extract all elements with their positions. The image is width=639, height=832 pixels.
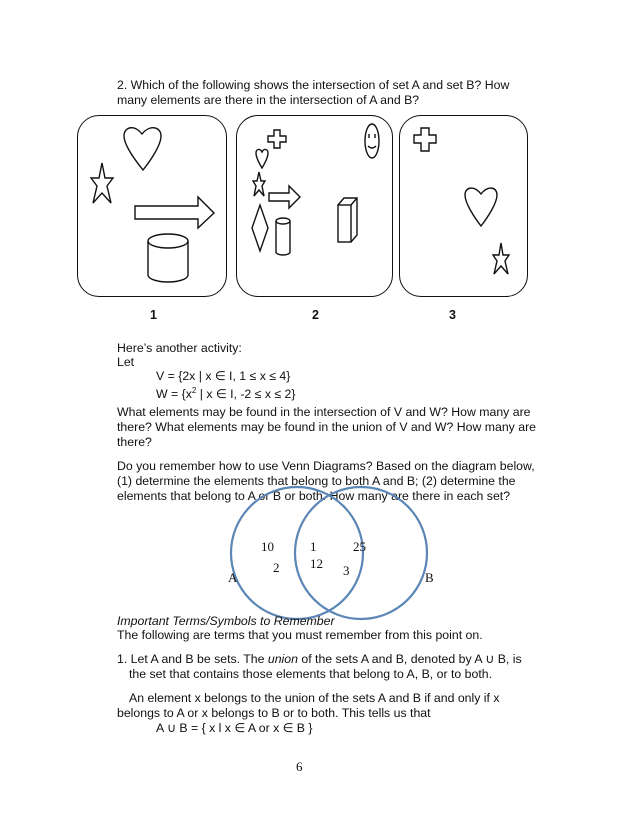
terms-intro: The following are terms that you must remember from this point on. [117,628,483,642]
question-2-line-1: 2. Which of the following shows the intersection of set A and set B? How [117,78,510,92]
venn-middle-top: 1 [310,539,317,554]
venn-right-top: 25 [353,539,366,554]
venn-left-top: 10 [261,539,274,554]
question-2-line-2: many elements are there in the intersection of A and B? [117,93,420,107]
term-union-pre: 1. Let A and B be sets. The [117,652,268,666]
venn-question-line-2: (1) determine the elements that belong to both A and B; (2) determine the [117,474,516,488]
venn-label-b: B [425,570,434,585]
page-number: 6 [296,759,303,774]
set-w-def-end: | x ∈ I, -2 ≤ x ≤ 2} [196,387,296,402]
union-paragraph-line-1: An element x belongs to the union of the sets A and B if and only if x [129,691,500,705]
venn-question-line-3: elements that belong to A or B or both. How many are there in each set? [117,489,511,503]
term-union-post: of the sets A and B, denoted by A ∪ B, is [297,652,522,666]
set-w-exponent: 2 [191,386,197,395]
set-w-def-start: W = {x [156,387,192,402]
activity-intro: Here’s another activity: [117,341,242,355]
venn-right-bottom: 3 [343,563,350,578]
activity-let: Let [117,355,135,369]
set-label-3: 3 [449,308,456,322]
set-label-1: 1 [150,308,157,322]
venn-label-a: A [228,570,238,585]
term-union-line-1 [117,652,522,667]
question-vw-line-3: there? [117,435,152,449]
terms-heading: Important Terms/Symbols to Remember [117,614,335,628]
set-v-definition: V = {2x | x ∈ I, 1 ≤ x ≤ 4} [156,369,291,383]
term-union-emphasis: union [267,652,298,666]
venn-middle-bottom: 12 [310,556,323,571]
union-formula: A ∪ B = { x l x ∈ A or x ∈ B } [156,721,313,735]
question-vw-line-2: there? What elements may be found in the union of V and W? How many are [117,420,537,434]
venn-circle-a [231,487,363,619]
venn-left-bottom: 2 [273,560,280,575]
venn-question-line-1: Do you remember how to use Venn Diagrams? Based on the diagram below, [117,459,535,473]
set-label-2: 2 [312,308,319,322]
term-union-line-2: the set that contains those elements that belong to A, B, or to both. [129,667,492,681]
question-vw-line-1: What elements may be found in the intersection of V and W? How many are [117,405,531,419]
union-paragraph-line-2: belongs to A or x belongs to B or to both. This tells us that [117,706,431,720]
